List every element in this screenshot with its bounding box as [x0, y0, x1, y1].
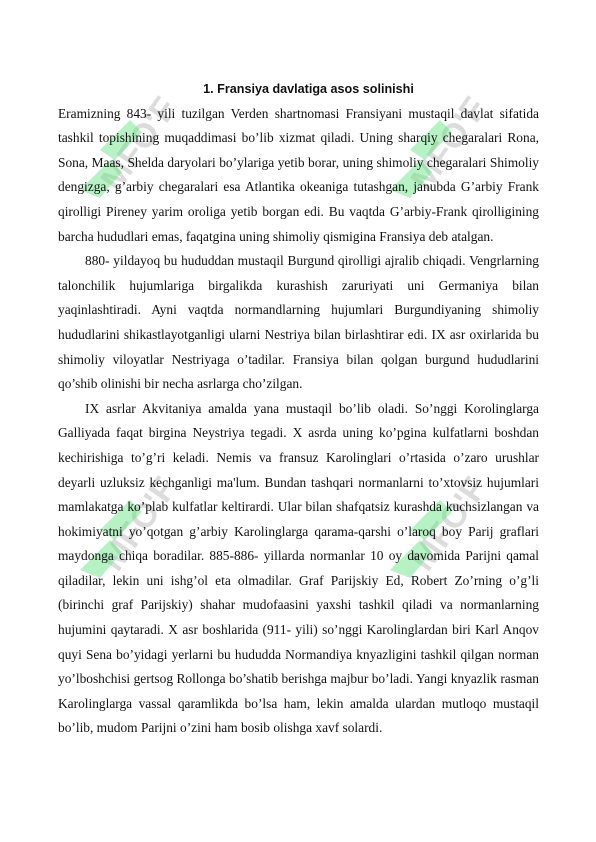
- paragraph-3: IX asrlar Akvitaniya amalda yana mustaqil bo’lib oladi. So’nggi Korolinglarga Galliyada faqat birgina Neystriya tegadi. X asrda uning ko’pgina kulfatlarni boshdan kechirishiga to’g’ri keladi. Nemis va fransuz Karolinglari o’rtasida o’zaro urushlar deyarli uzluksiz kechganligi ma'lum. Bundan tashqari normanlarni to’xtovsiz hujumlari mamlakatga ko’plab kulfatlar keltirardi. Ular bilan shafqatsiz kurashda kuchsizlangan va hokimiyatni yo’qotgan g’arbiy Karolinglarga qarama-qarshi o’laroq boy Parij graflari maydonga chiqa boradilar. 885-886- yillarda normanlar 10 oy davomida Parijni qamal qiladilar, lekin uni ishg’ol eta olmadilar. Graf Parijskiy Ed, Robert Zo’rning o’g’li (birinchi graf Parijskiy) shahar mudofaasini yaxshi tashkil qiladi va normanlarning hujumini qaytaradi. X asr boshlarida (911- yili) so’nggi Karolinglardan biri Karl Anqov quyi Sena bo’yidagi yerlarni bu hududda Normandiya knyazligini tashkil qilgan norman yo’lboshchisi gertsog Rollonga bo’shatib berishga majbur bo’ladi. Yangi knyazlik rasman Karolinglarga vassal qaramlikda bo’lsa ham, lekin amalda ulardan mutloqo mustaqil bo’lib, mudom Parijni o’zini ham bosib olishga xavf solardi.: [58, 400, 539, 736]
- watermark-text: MFO'F: [93, 90, 185, 198]
- paragraph-1: Eramizning 843- yili tuzilgan Verden shartnomasi Fransiyani mustaqil davlat sifatida tashkil topishining muqaddimasi bo’lib xizmat qiladi. Uning sharqiy chegaralari Rona, Sona, Maas, Shelda daryolari bo’ylariga yetib borar, uning shimoliy chegaralari Shimoliy dengizga, g’arbiy chegaralari esa Atlantika okeaniga tutashgan, janubda G’arbiy Frank qirolligi Pireney yarim oroliga yetib borgan edi. Bu vaqtda G’arbiy-Frank qirolligining barcha hududlari emas, faqatgina uning shimoliy qismigina Fransiya deb atalgan.: [58, 105, 539, 244]
- paragraph-2: 880- yildayoq bu hududdan mustaqil Burgund qirolligi ajralib chiqadi. Vengrlarning talonchilik hujumlariga birgalikda kurashish zaruriyati uni Germaniya bilan yaqinlashtiradi. Ayni vaqtda normandlarning hujumlari Burgundiyaning shimoliy hududlarini shikastlayotganligi ularni Nestriya bilan birlashtirar edi. IX asr oxirlarida bu shimoliy viloyatlar Nestriyaga o’tadilar. Fransiya bilan qolgan burgund hududlarini qo’shib olinishi bir necha asrlarga cho’zilgan.: [58, 253, 539, 392]
- section-title: 1. Fransiya davlatiga asos solinishi: [203, 82, 414, 96]
- watermark-text: MFO'F: [403, 470, 495, 578]
- watermark-text: MFO'F: [403, 90, 495, 198]
- watermark-text: MFO'F: [93, 470, 185, 578]
- document-body: [58, 77, 539, 741]
